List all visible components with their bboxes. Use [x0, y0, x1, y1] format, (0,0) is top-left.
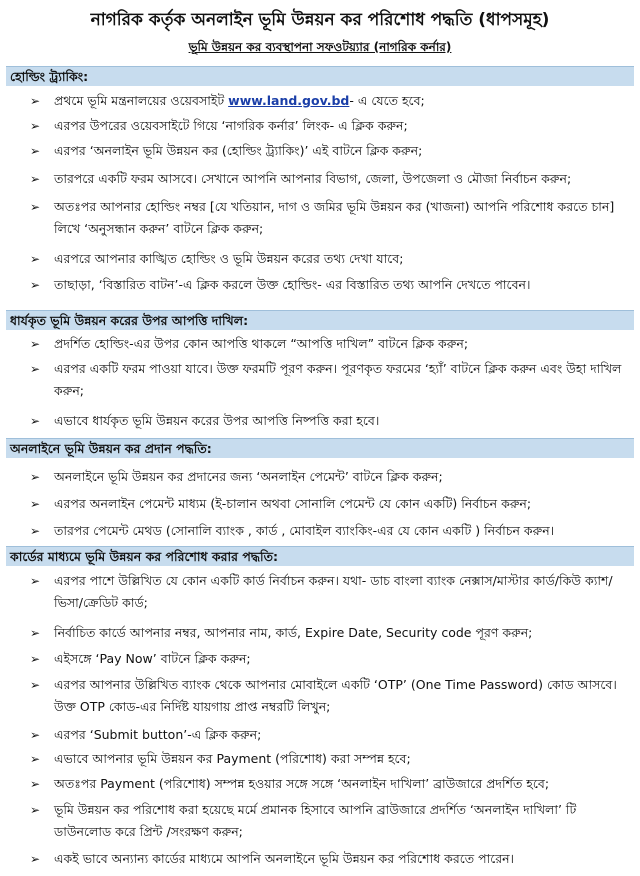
- list-item: ➢ প্রদর্শিত হোল্ডিং-এর উপর কোন আপত্তি থাকলে “আপত্তি দাখিল” বাটনে ক্লিক করুন;: [30, 333, 626, 355]
- arrow-bullet-icon: ➢: [30, 497, 41, 511]
- arrow-bullet-icon: ➢: [30, 414, 41, 428]
- section-heading-objection: ধার্যকৃত ভূমি উন্নয়ন করের উপর আপত্তি দাখিল:: [6, 310, 634, 330]
- list-item: ➢ একই ভাবে অন্যান্য কার্ডের মাধ্যমে আপনি অনলাইনে ভূমি উন্নয়ন কর পরিশোধ করতে পারেন।: [30, 848, 626, 870]
- arrow-bullet-icon: ➢: [30, 362, 41, 376]
- list-item: ➢ অতঃপর আপনার হোল্ডিং নম্বর [যে খতিয়ান, দাগ ও জমির ভূমি উন্নয়ন কর (খাজনা) আপনি পরিশোধ করতে চান] লিখে ‘অনুসন্ধান করুন’ বাটনে ক্লিক করুন;: [30, 196, 626, 240]
- list-item: ➢ এরপর উপরের ওয়েবসাইটে গিয়ে ‘নাগরিক কর্নার’ লিংক- এ ক্লিক করুন;: [30, 115, 626, 137]
- list-item: ➢ তারপর পেমেন্ট মেথড (সোনালি ব্যাংক , কার্ড , মোবাইল ব্যাংকিং-এর যে কোন একটি ) নির্বাচন করুন।: [30, 520, 626, 542]
- subtitle-text: ভূমি উন্নয়ন কর ব্যবস্থাপনা সফওটয়্যার (নাগরিক কর্নার): [188, 40, 452, 54]
- arrow-bullet-icon: ➢: [30, 94, 41, 108]
- arrow-bullet-icon: ➢: [30, 852, 41, 866]
- arrow-bullet-icon: ➢: [30, 144, 41, 158]
- arrow-bullet-icon: ➢: [30, 337, 41, 351]
- arrow-bullet-icon: ➢: [30, 574, 41, 588]
- list-item: ➢ এরপর আপনার উল্লিখিত ব্যাংক থেকে আপনার মোবাইলে একটি ‘OTP’ (One Time Password) কোড আসবে। উক্ত OTP কোড-এর নির্দিষ্ট যায়গায় প্রাপ্ত নম্বরটি লিখুন;: [30, 674, 626, 718]
- list-item: ➢ এইসঙ্গে ‘Pay Now’ বাটনে ক্লিক করুন;: [30, 648, 626, 670]
- list-item: ➢ নির্বাচিত কার্ডে আপনার নম্বর, আপনার নাম, কার্ড, Expire Date, Security code পূরণ করুন;: [30, 622, 626, 644]
- arrow-bullet-icon: ➢: [30, 752, 41, 766]
- list-item: ➢ ভূমি উন্নয়ন কর পরিশোধ করা হয়েছে মর্মে প্রমানক হিসাবে আপনি ব্রাউজারে প্রদর্শিত ‘অনলাইন দাখিলা’ টি ডাউনলোড করে প্রিন্ট /সংরক্ষণ করুন;: [30, 799, 626, 843]
- list-item: ➢ তাছাড়া, ‘বিস্তারিত বাটন’-এ ক্লিক করলে উক্ত হোল্ডিং- এর বিস্তারিত তথ্য আপনি দেখতে পাবেন।: [30, 274, 626, 296]
- arrow-bullet-icon: ➢: [30, 278, 41, 292]
- list-item: ➢ তারপরে একটি ফরম আসবে। সেখানে আপনি আপনার বিভাগ, জেলা, উপজেলা ও মৌজা নির্বাচন করুন;: [30, 168, 626, 190]
- arrow-bullet-icon: ➢: [30, 777, 41, 791]
- arrow-bullet-icon: ➢: [30, 119, 41, 133]
- list-item: ➢ এভাবে আপনার ভূমি উন্নয়ন কর Payment (পরিশোধ) করা সম্পন্ন হবে;: [30, 748, 626, 770]
- section-heading-card-payment: কার্ডের মাধ্যমে ভূমি উন্নয়ন কর পরিশোধ করার পদ্ধতি:: [6, 546, 634, 566]
- arrow-bullet-icon: ➢: [30, 626, 41, 640]
- list-item: ➢ এভাবে ধার্যকৃত ভূমি উন্নয়ন করের উপর আপত্তি নিষ্পত্তি করা হবে।: [30, 410, 626, 432]
- list-item: ➢ এরপর পাশে উল্লিখিত যে কোন একটি কার্ড নির্বাচন করুন। যথা- ডাচ বাংলা ব্যাংক নেক্সাস/মাস্টার কার্ড/কিউ ক্যাশ/ভিসা/ক্রেডিট কার্ড;: [30, 570, 626, 614]
- arrow-bullet-icon: ➢: [30, 524, 41, 538]
- document-title: নাগরিক কর্তৃক অনলাইন ভূমি উন্নয়ন কর পরিশোধ পদ্ধতি (ধাপসমূহ): [90, 10, 550, 30]
- arrow-bullet-icon: ➢: [30, 678, 41, 692]
- list-item: ➢ অনলাইনে ভূমি উন্নয়ন কর প্রদানের জন্য ‘অনলাইন পেমেন্ট’ বাটনে ক্লিক করুন;: [30, 466, 626, 488]
- list-item: ➢ এরপর একটি ফরম পাওয়া যাবে। উক্ত ফরমটি পূরণ করুন। পূরণকৃত ফরমের ‘হ্যাঁ’ বাটনে ক্লিক করুন এবং উহা দাখিল করুন;: [30, 358, 626, 402]
- arrow-bullet-icon: ➢: [30, 172, 41, 186]
- arrow-bullet-icon: ➢: [30, 200, 41, 214]
- arrow-bullet-icon: ➢: [30, 470, 41, 484]
- arrow-bullet-icon: ➢: [30, 252, 41, 266]
- section-heading-online-payment: অনলাইনে ভূমি উন্নয়ন কর প্রদান পদ্ধতি:: [6, 438, 634, 458]
- arrow-bullet-icon: ➢: [30, 652, 41, 666]
- list-item: ➢ এরপর ‘অনলাইন ভূমি উন্নয়ন কর (হোল্ডিং ট্র্যাকিং)’ এই বাটনে ক্লিক করুন;: [30, 140, 626, 162]
- section-heading-holding-tracking: হোল্ডিং ট্র্যাকিং:: [6, 66, 634, 86]
- list-item: ➢ এরপর অনলাইন পেমেন্ট মাধ্যম (ই-চালান অথবা সোনালি পেমেন্ট যে কোন একটি) নির্বাচন করুন;: [30, 493, 626, 515]
- arrow-bullet-icon: ➢: [30, 803, 41, 817]
- website-link[interactable]: www.land.gov.bd: [228, 93, 350, 108]
- list-item: ➢ প্রথমে ভূমি মন্ত্রনালয়ের ওয়েবসাইট www.land.gov.bd- এ যেতে হবে;: [30, 90, 626, 112]
- list-item: ➢ অতঃপর Payment (পরিশোধ) সম্পন্ন হওয়ার সঙ্গে সঙ্গে ‘অনলাইন দাখিলা’ ব্রাউজারে প্রদর্শিত হবে;: [30, 773, 626, 795]
- document-subtitle: [0, 38, 640, 56]
- arrow-bullet-icon: ➢: [30, 728, 41, 742]
- list-item: ➢ এরপরে আপনার কাঙ্খিত হোল্ডিং ও ভূমি উন্নয়ন করের তথ্য দেখা যাবে;: [30, 248, 626, 270]
- list-item: ➢ এরপর ‘Submit button’-এ ক্লিক করুন;: [30, 724, 626, 746]
